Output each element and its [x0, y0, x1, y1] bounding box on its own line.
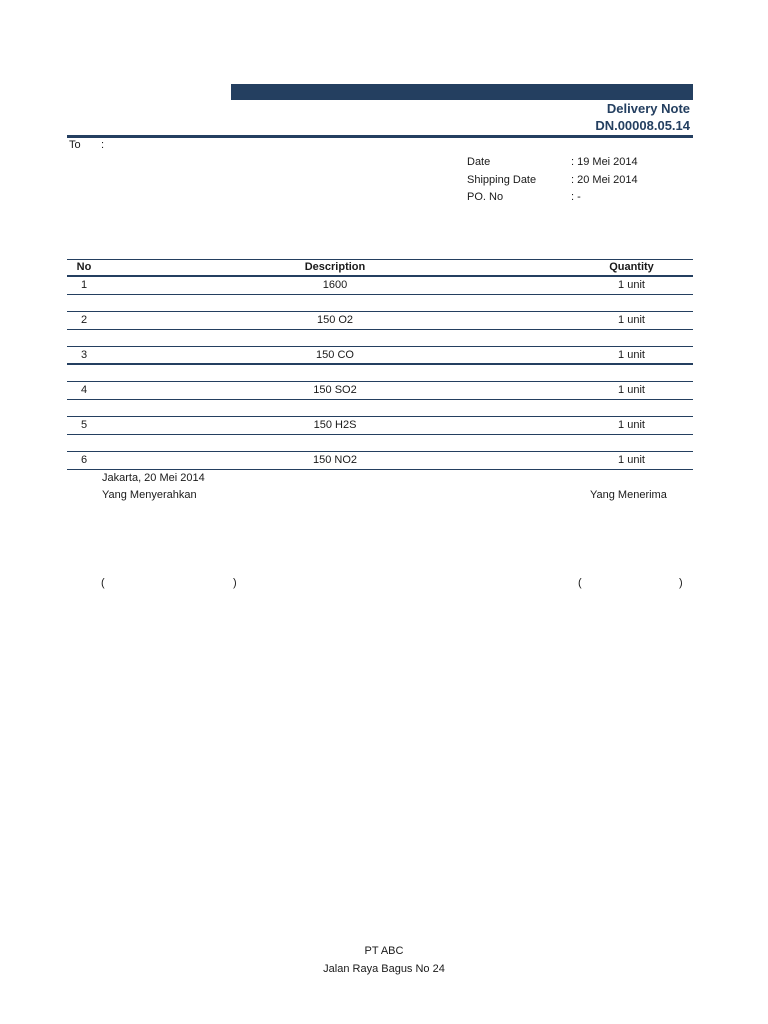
row-rule [67, 329, 693, 330]
table-row-4-no: 4 [80, 384, 88, 396]
footer-company: PT ABC [364, 945, 404, 957]
table-row-5-no: 5 [80, 419, 88, 431]
table-row-6-no: 6 [80, 454, 88, 466]
document-number: DN.00008.05.14 [595, 118, 690, 133]
table-row-2-no: 2 [80, 314, 88, 326]
po-number-value: : - [571, 191, 581, 203]
row-rule [67, 346, 693, 347]
place-date: Jakarta, 20 Mei 2014 [102, 472, 205, 484]
row-rule [67, 451, 693, 452]
sender-signature-close: ) [233, 577, 237, 589]
column-header-description: Description [304, 261, 366, 273]
date-label: Date [467, 156, 491, 168]
table-row-3-description: 150 CO [316, 349, 354, 361]
shipping-date-value: : 20 Mei 2014 [571, 174, 638, 186]
receiver-signature-close: ) [679, 577, 683, 589]
table-row-3-quantity: 1 unit [618, 349, 645, 361]
table-header-rule [67, 275, 693, 277]
sender-signature-open: ( [101, 577, 105, 589]
receiver-label: Yang Menerima [590, 489, 667, 501]
header-bar [231, 84, 693, 100]
table-row-1-no: 1 [80, 279, 88, 291]
header-divider [67, 135, 693, 138]
table-row-2-quantity: 1 unit [618, 314, 645, 326]
table-top-rule [67, 259, 693, 260]
footer-address: Jalan Raya Bagus No 24 [323, 963, 445, 975]
row-rule [67, 381, 693, 382]
row-rule [67, 399, 693, 400]
row-rule [67, 363, 693, 365]
table-row-6-quantity: 1 unit [618, 454, 645, 466]
row-rule [67, 294, 693, 295]
table-row-1-quantity: 1 unit [618, 279, 645, 291]
table-row-4-quantity: 1 unit [618, 384, 645, 396]
row-rule [67, 416, 693, 417]
receiver-signature-open: ( [578, 577, 582, 589]
to-label: To [69, 139, 81, 151]
po-number-label: PO. No [467, 191, 504, 203]
table-row-1-description: 1600 [322, 279, 348, 291]
row-rule [67, 434, 693, 435]
to-colon: : [101, 139, 105, 151]
table-row-2-description: 150 O2 [316, 314, 354, 326]
row-rule [67, 311, 693, 312]
sender-label: Yang Menyerahkan [102, 489, 197, 501]
document-title: Delivery Note [606, 101, 690, 116]
date-value: : 19 Mei 2014 [571, 156, 638, 168]
column-header-no: No [76, 261, 92, 273]
table-row-4-description: 150 SO2 [313, 384, 357, 396]
table-row-6-description: 150 NO2 [312, 454, 358, 466]
table-row-3-no: 3 [80, 349, 88, 361]
table-row-5-description: 150 H2S [313, 419, 357, 431]
table-bottom-rule [67, 469, 693, 470]
table-row-5-quantity: 1 unit [618, 419, 645, 431]
shipping-date-label: Shipping Date [467, 174, 537, 186]
column-header-quantity: Quantity [609, 261, 654, 273]
